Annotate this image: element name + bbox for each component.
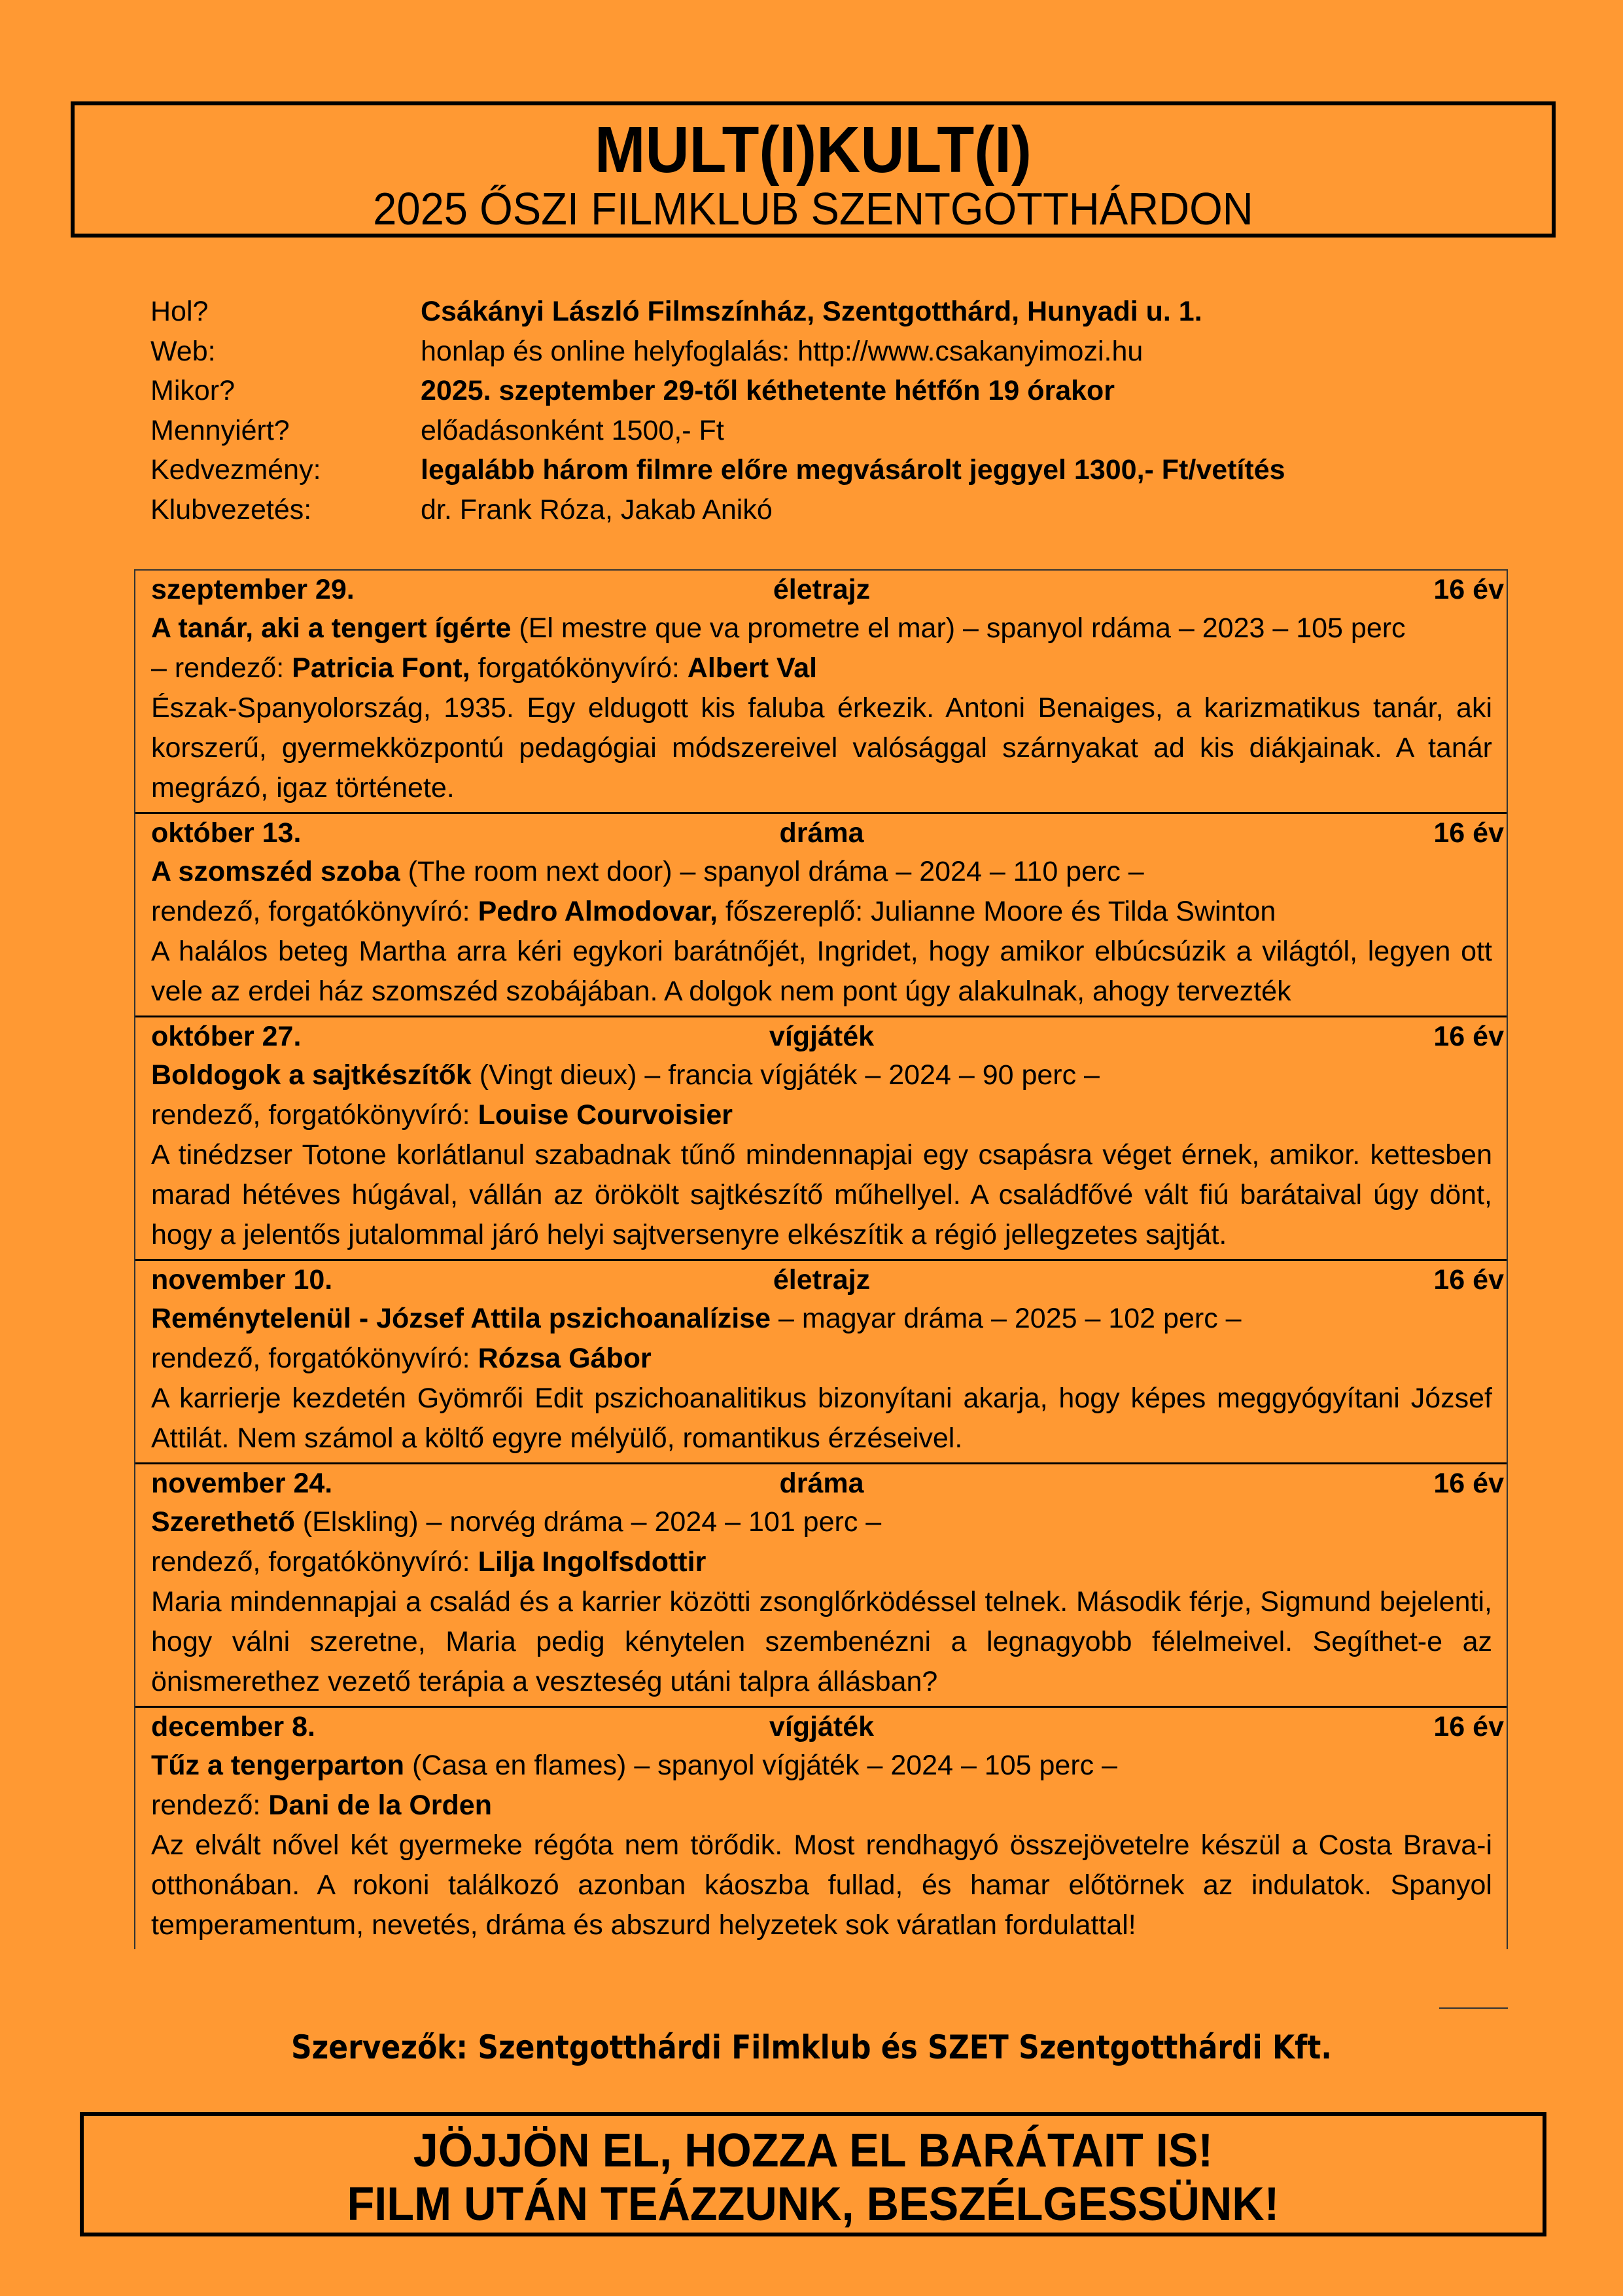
film-title: Szerethető xyxy=(151,1506,295,1538)
director-name: Dani de la Orden xyxy=(268,1790,492,1821)
credits-mid: főszereplő: Julianne Moore és Tilda Swinton xyxy=(717,896,1276,927)
film-age-rating: 16 év xyxy=(1433,1264,1504,1296)
info-row-when xyxy=(150,371,1492,411)
info-value: Csákányi László Filmszínház, Szentgotthárd, Hunyadi u. 1. xyxy=(421,296,1202,327)
film-credits xyxy=(151,892,1492,932)
director-name: Louise Courvoisier xyxy=(478,1099,733,1131)
film-header xyxy=(151,1464,1504,1502)
film-title-line xyxy=(151,852,1492,892)
film-title: A szomszéd szoba xyxy=(151,856,400,887)
film-header xyxy=(151,1708,1504,1746)
film-header xyxy=(151,571,1504,609)
info-row-leaders xyxy=(150,490,1492,530)
film-age-rating: 16 év xyxy=(1433,817,1504,849)
film-header xyxy=(151,814,1504,852)
film-date: október 27. xyxy=(151,1021,302,1052)
film-credits xyxy=(151,1542,1492,1582)
film-credits xyxy=(151,1095,1492,1135)
film-genre: dráma xyxy=(779,817,864,849)
info-label: Hol? xyxy=(150,296,209,327)
film-genre: dráma xyxy=(779,1468,864,1499)
film-details: (The room next door) – spanyol dráma – 2024 – 110 perc – xyxy=(400,856,1144,887)
film-age-rating: 16 év xyxy=(1433,574,1504,605)
film-description: Az elvált nővel két gyermeke régóta nem törődik. Most rendhagyó összejövetelre készül a Costa Brava-i otthonában. A rokoni találkozó azonban káoszba fullad, és hamar előtörnek az indulatok. Spanyol temperamentum, nevetés, dráma és abszurd helyzetek sok váratlan fordulattal! xyxy=(151,1829,1492,1941)
credits-prefix: rendező, forgatókönyvíró: xyxy=(151,1546,478,1578)
info-section xyxy=(150,292,1492,529)
film-title-line xyxy=(151,1055,1492,1095)
film-header xyxy=(151,1017,1504,1055)
film-entry xyxy=(135,571,1507,814)
credits-prefix: rendező, forgatókönyvíró: xyxy=(151,1343,478,1374)
film-details: (El mestre que va prometre el mar) – spanyol rdáma – 2023 – 105 perc xyxy=(511,612,1406,644)
call-to-action-box xyxy=(80,2112,1546,2236)
film-date: szeptember 29. xyxy=(151,574,355,605)
title-box xyxy=(71,101,1556,238)
info-label: Kedvezmény: xyxy=(150,454,321,486)
film-title: Boldogok a sajtkészítők xyxy=(151,1059,472,1091)
film-header xyxy=(151,1261,1504,1299)
info-row-discount xyxy=(150,450,1492,490)
film-details: – magyar dráma – 2025 – 102 perc – xyxy=(771,1303,1242,1334)
film-age-rating: 16 év xyxy=(1433,1711,1504,1742)
film-date: november 24. xyxy=(151,1468,333,1499)
director-name: Pedro Almodovar, xyxy=(478,896,718,927)
info-value: dr. Frank Róza, Jakab Anikó xyxy=(421,493,773,525)
film-credits xyxy=(151,1786,1492,1826)
director-name: Patricia Font, xyxy=(292,652,470,684)
info-row-web xyxy=(150,332,1492,372)
film-date: október 13. xyxy=(151,817,302,849)
info-value: előadásonként 1500,- Ft xyxy=(421,414,724,446)
film-details: (Elskling) – norvég dráma – 2024 – 101 perc – xyxy=(294,1506,882,1538)
film-genre: életrajz xyxy=(773,1264,871,1296)
film-title-line xyxy=(151,1299,1492,1339)
schedule-end-line xyxy=(1439,2007,1508,2009)
film-date: december 8. xyxy=(151,1711,315,1742)
film-age-rating: 16 év xyxy=(1433,1021,1504,1052)
organizers: Szervezők: Szentgotthárdi Filmklub és SZET Szentgotthárdi Kft. xyxy=(290,2028,1333,2066)
info-value: 2025. szeptember 29-től kéthetente hétfőn 19 órakor xyxy=(421,375,1115,406)
film-genre: vígjáték xyxy=(769,1711,875,1742)
cta-line-2: FILM UTÁN TEÁZZUNK, BESZÉLGESSÜNK! xyxy=(347,2178,1280,2231)
film-entry xyxy=(135,1261,1507,1464)
film-entry xyxy=(135,1017,1507,1261)
credits-prefix: – rendező: xyxy=(151,652,292,684)
film-title: A tanár, aki a tengert ígérte xyxy=(151,612,512,644)
film-genre: vígjáték xyxy=(769,1021,875,1052)
film-credits xyxy=(151,648,1492,688)
film-details: (Casa en flames) – spanyol vígjáték – 2024 – 105 perc – xyxy=(404,1750,1118,1781)
director-name: Rózsa Gábor xyxy=(478,1343,652,1374)
film-entry xyxy=(135,814,1507,1017)
info-value-web-link[interactable]: honlap és online helyfoglalás: http://www.csakanyimozi.hu xyxy=(421,335,1143,367)
film-credits xyxy=(151,1339,1492,1379)
info-label: Web: xyxy=(150,335,216,367)
info-value: legalább három filmre előre megvásárolt jeggyel 1300,- Ft/vetítés xyxy=(421,454,1285,486)
film-title: Reménytelenül - József Attila pszichoanalízise xyxy=(151,1303,771,1334)
film-entry xyxy=(135,1708,1507,1949)
info-row-price xyxy=(150,411,1492,451)
credits-prefix: rendező, forgatókönyvíró: xyxy=(151,1099,478,1131)
info-label: Mennyiért? xyxy=(150,414,290,446)
film-title: Tűz a tengerparton xyxy=(151,1750,405,1781)
page-title: MULT(I)KULT(I) xyxy=(595,113,1032,186)
page-subtitle: 2025 ŐSZI FILMKLUB SZENTGOTTHÁRDON xyxy=(373,183,1253,234)
film-details: (Vingt dieux) – francia vígjáték – 2024 – 90 perc – xyxy=(471,1059,1100,1091)
credits-prefix: rendező: xyxy=(151,1790,269,1821)
film-age-rating: 16 év xyxy=(1433,1468,1504,1499)
cta-line-1: JÖJJÖN EL, HOZZA EL BARÁTAIT IS! xyxy=(413,2125,1213,2177)
film-schedule xyxy=(134,569,1508,1949)
film-genre: életrajz xyxy=(773,574,871,605)
film-description: Maria mindennapjai a család és a karrier közötti zsonglőrködéssel telnek. Második férje, Sigmund bejelenti, hogy válni szeretne, Maria pedig kénytelen szembenézni a legnagyobb félelmeivel. Segíthet-e az önismerethez vezető terápia a veszteség utáni talpra állásban? xyxy=(151,1586,1492,1697)
info-label: Klubvezetés: xyxy=(150,493,312,525)
film-description: A karrierje kezdetén Gyömrői Edit pszichoanalitikus bizonyítani akarja, hogy képes meggyógyítani József Attilát. Nem számol a költő egyre mélyülő, romantikus érzéseivel. xyxy=(151,1383,1492,1454)
film-title-line xyxy=(151,1502,1492,1542)
writer-name: Albert Val xyxy=(687,652,818,684)
film-entry xyxy=(135,1464,1507,1708)
film-description: Észak-Spanyolország, 1935. Egy eldugott kis faluba érkezik. Antoni Benaiges, a karizmatikus tanár, aki korszerű, gyermekközpontú pedagógiai módszereivel valósággal szárnyakat ad kis diákjainak. A tanár megrázó, igaz története. xyxy=(151,692,1492,804)
credits-mid: forgatókönyvíró: xyxy=(470,652,688,684)
info-row-where xyxy=(150,292,1492,332)
film-description: A halálos beteg Martha arra kéri egykori barátnőjét, Ingridet, hogy amikor elbúcsúzik a világtól, legyen ott vele az erdei ház szomszéd szobájában. A dolgok nem pont úgy alakulnak, ahogy tervezték xyxy=(151,936,1492,1007)
film-description: A tinédzser Totone korlátlanul szabadnak tűnő mindennapjai egy csapásra véget érnek, amikor. kettesben marad hétéves húgával, vállán az örökölt sajtkészítő műhellyel. A családfővé vált fiú barátaival úgy dönt, hogy a jelentős jutalommal járó helyi sajtversenyre elkészítik a régió jellegzetes sajtját. xyxy=(151,1139,1492,1250)
director-name: Lilja Ingolfsdottir xyxy=(478,1546,707,1578)
film-title-line xyxy=(151,609,1492,648)
film-title-line xyxy=(151,1746,1492,1786)
film-date: november 10. xyxy=(151,1264,333,1296)
info-label: Mikor? xyxy=(150,375,236,406)
credits-prefix: rendező, forgatókönyvíró: xyxy=(151,896,478,927)
